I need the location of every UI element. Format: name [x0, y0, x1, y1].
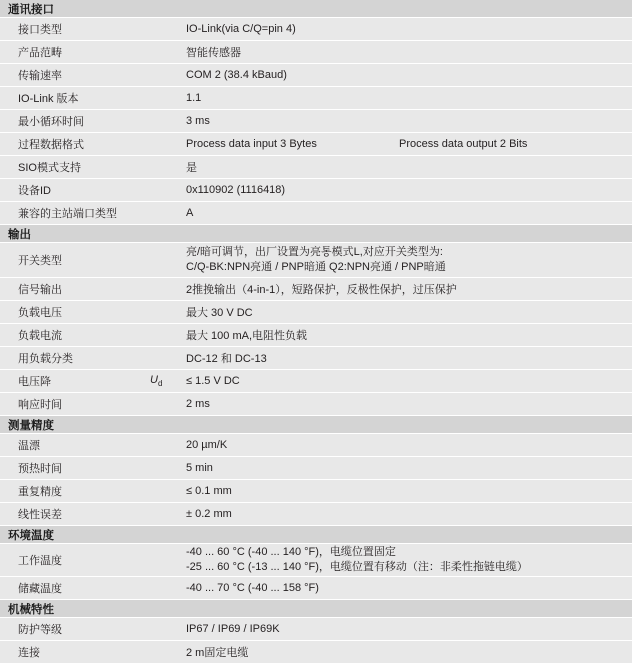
- row-value: ≤ 1.5 V DC: [180, 370, 632, 393]
- row-value: COM 2 (38.4 kBaud): [180, 64, 632, 87]
- table-row: [0, 18, 632, 41]
- row-value: [180, 243, 632, 278]
- section-header: [0, 225, 632, 243]
- table-row: [0, 393, 632, 416]
- table-row: [0, 641, 632, 664]
- row-label: IO-Link 版本: [0, 87, 150, 110]
- row-value: 2 ms: [180, 393, 632, 416]
- row-symbol: [150, 480, 180, 503]
- table-row: [0, 64, 632, 87]
- row-value: -40 ... 70 °C (-40 ... 158 °F): [180, 577, 632, 600]
- table-row: [0, 301, 632, 324]
- row-symbol: $U_d$: [150, 370, 180, 393]
- row-value-line2b: Q2:NPN亮通 / PNP暗通: [329, 261, 446, 273]
- row-symbol: [150, 641, 180, 664]
- table-row: [0, 278, 632, 301]
- row-symbol: [150, 133, 180, 156]
- row-symbol: [150, 41, 180, 64]
- row-label: 响应时间: [0, 393, 150, 416]
- row-value: 最大 30 V DC: [180, 301, 632, 324]
- row-value-line1: 亮/暗可调节，出厂设置为亮통模式L,对应开关类型为:: [186, 246, 443, 259]
- row-symbol: [150, 324, 180, 347]
- row-symbol: [150, 243, 180, 278]
- row-symbol: [150, 110, 180, 133]
- section-header: [0, 0, 632, 18]
- row-value: 20 µm/K: [180, 434, 632, 457]
- row-value: 是: [180, 156, 632, 179]
- row-symbol: [150, 179, 180, 202]
- row-symbol: [150, 156, 180, 179]
- row-value: ± 0.2 mm: [180, 503, 632, 526]
- row-value-primary: Process data input 3 Bytes: [186, 138, 317, 150]
- section-header: [0, 600, 632, 618]
- row-symbol: [150, 503, 180, 526]
- row-label: 接口类型: [0, 18, 150, 41]
- row-value: 3 ms: [180, 110, 632, 133]
- row-symbol: [150, 457, 180, 480]
- row-value: A: [180, 202, 632, 225]
- row-label: 最小循环时间: [0, 110, 150, 133]
- row-label: 传输速率: [0, 64, 150, 87]
- row-symbol: [150, 434, 180, 457]
- table-row: [0, 133, 632, 156]
- row-value: 1.1: [180, 87, 632, 110]
- row-value: 最大 100 mA,电阻性负载: [180, 324, 632, 347]
- row-label: 用负载分类: [0, 347, 150, 370]
- table-row: [0, 480, 632, 503]
- row-value-secondary: Process data output 2 Bits: [399, 138, 528, 150]
- row-symbol: [150, 577, 180, 600]
- row-symbol: [150, 18, 180, 41]
- row-value-line1: -40 ... 60 °C (-40 ... 140 °F)，电缆位置固定: [186, 546, 396, 559]
- row-label: 重复精度: [0, 480, 150, 503]
- row-value-line2: -25 ... 60 °C (-13 ... 140 °F)，电缆位置有移动（注：非柔性拖链电缆）: [186, 561, 528, 573]
- row-label: 储藏温度: [0, 577, 150, 600]
- table-row: [0, 544, 632, 577]
- table-row: [0, 370, 632, 393]
- section-title: 输出: [0, 225, 632, 243]
- table-row: [0, 457, 632, 480]
- row-value: 智能传感器: [180, 41, 632, 64]
- row-value: IO-Link(via C/Q=pin 4): [180, 18, 632, 41]
- row-symbol: [150, 87, 180, 110]
- row-value: 0x110902 (1116418): [180, 179, 632, 202]
- row-value: 2推挽输出（4-in-1），短路保护，反极性保护，过压保护: [180, 278, 632, 301]
- row-label: 开关类型: [0, 243, 150, 278]
- row-label: 负载电流: [0, 324, 150, 347]
- row-label: 防护等级: [0, 618, 150, 641]
- row-label: 电压降: [0, 370, 150, 393]
- table-row: [0, 179, 632, 202]
- section-header: [0, 526, 632, 544]
- table-row: [0, 577, 632, 600]
- section-header: [0, 416, 632, 434]
- row-value: IP67 / IP69 / IP69K: [180, 618, 632, 641]
- row-value: [180, 133, 632, 156]
- table-row: [0, 618, 632, 641]
- row-label: 过程数据格式: [0, 133, 150, 156]
- table-row: [0, 202, 632, 225]
- row-value: DC-12 和 DC-13: [180, 347, 632, 370]
- section-title: 机械特性: [0, 600, 632, 618]
- row-symbol: [150, 347, 180, 370]
- row-value: [180, 544, 632, 577]
- table-row: [0, 87, 632, 110]
- table-row: [0, 503, 632, 526]
- table-row: [0, 324, 632, 347]
- row-label: 工作温度: [0, 544, 150, 577]
- row-label: 兼容的主站端口类型: [0, 202, 150, 225]
- row-value: 2 m固定电缆: [180, 641, 632, 664]
- row-label: SIO模式支持: [0, 156, 150, 179]
- row-value: ≤ 0.1 mm: [180, 480, 632, 503]
- row-label: 连接: [0, 641, 150, 664]
- row-symbol: [150, 393, 180, 416]
- row-symbol: [150, 544, 180, 577]
- row-label: 信号输出: [0, 278, 150, 301]
- row-label: 产品范畴: [0, 41, 150, 64]
- row-symbol: [150, 278, 180, 301]
- table-row: [0, 347, 632, 370]
- row-symbol: [150, 301, 180, 324]
- table-row: [0, 110, 632, 133]
- row-label: 设备ID: [0, 179, 150, 202]
- section-title: 环境温度: [0, 526, 632, 544]
- row-symbol: [150, 202, 180, 225]
- table-row: [0, 41, 632, 64]
- row-symbol: [150, 64, 180, 87]
- table-row: [0, 156, 632, 179]
- row-value-line2a: C/Q-BK:NPN亮通 / PNP暗通: [186, 261, 326, 273]
- section-title: 通讯接口: [0, 0, 632, 18]
- row-value: 5 min: [180, 457, 632, 480]
- row-symbol: [150, 618, 180, 641]
- row-label: 温漂: [0, 434, 150, 457]
- table-row: [0, 434, 632, 457]
- table-row: [0, 243, 632, 278]
- section-title: 测量精度: [0, 416, 632, 434]
- row-label: 线性误差: [0, 503, 150, 526]
- row-label: 负载电压: [0, 301, 150, 324]
- row-label: 预热时间: [0, 457, 150, 480]
